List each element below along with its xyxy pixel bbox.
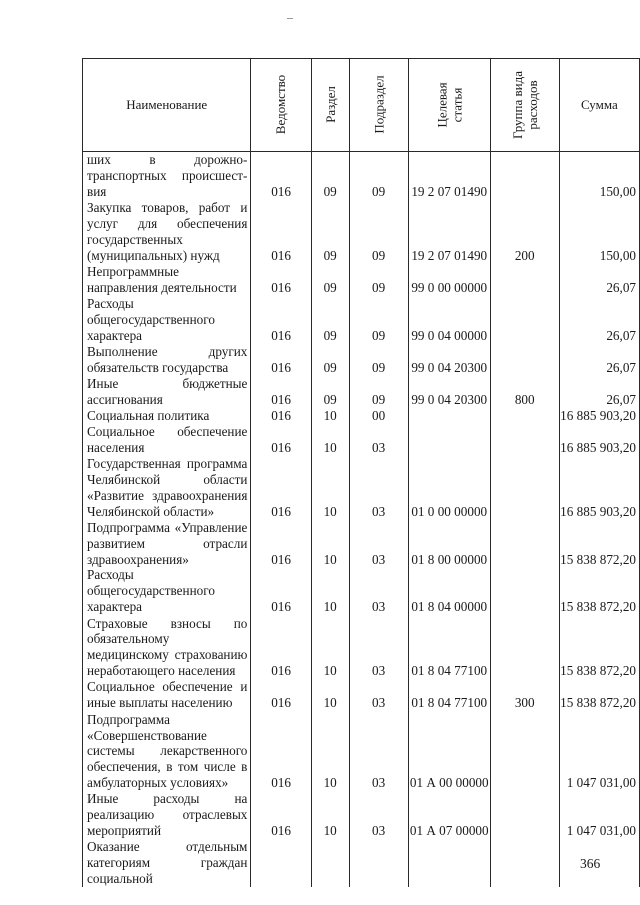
row-amount: 1 047 031,00 [559, 711, 639, 791]
table-row [83, 423, 640, 455]
row-name: Социальная политика [83, 407, 251, 423]
row-department: 016 [251, 200, 311, 264]
row-name: Закупка товаров, работ и услуг для обеспечения государственных (муниципальных) нужд [83, 200, 251, 264]
row-department: 016 [251, 375, 311, 407]
table-row [83, 711, 640, 791]
row-subsection [349, 839, 408, 887]
row-department: 016 [251, 152, 311, 200]
header-section: Раздел [311, 59, 349, 152]
row-amount: 15 838 872,20 [559, 567, 639, 615]
row-section: 10 [311, 567, 349, 615]
table-body [83, 152, 640, 887]
table-row [83, 615, 640, 679]
row-name: Подпрограмма «Управление развитием отрасли здравоохранения» [83, 519, 251, 567]
row-amount: 16 885 903,20 [559, 423, 639, 455]
top-mark [287, 18, 293, 19]
row-expense-type [490, 296, 559, 344]
row-amount: 26,07 [559, 375, 639, 407]
row-section: 09 [311, 200, 349, 264]
row-amount: 15 838 872,20 [559, 519, 639, 567]
table-row [83, 455, 640, 519]
row-section: 09 [311, 264, 349, 296]
row-section: 10 [311, 679, 349, 711]
row-amount: 150,00 [559, 152, 639, 200]
row-expense-type [490, 343, 559, 375]
row-department: 016 [251, 296, 311, 344]
row-name: Выполнение других обязательств государства [83, 343, 251, 375]
row-section: 09 [311, 343, 349, 375]
row-section: 10 [311, 423, 349, 455]
row-name: Иные бюджетные ассигнования [83, 375, 251, 407]
row-subsection: 09 [349, 264, 408, 296]
row-expense-type [490, 455, 559, 519]
row-amount: 16 885 903,20 [559, 407, 639, 423]
table-row [83, 375, 640, 407]
row-name: Страховые взносы по обязательному медицинскому страхованию неработающего населения [83, 615, 251, 679]
header-amount: Сумма [559, 59, 639, 152]
row-department: 016 [251, 343, 311, 375]
row-department: 016 [251, 264, 311, 296]
table-row [83, 519, 640, 567]
row-subsection: 03 [349, 567, 408, 615]
row-department: 016 [251, 519, 311, 567]
row-department: 016 [251, 423, 311, 455]
row-department: 016 [251, 791, 311, 839]
row-target-article: 99 0 04 20300 [408, 343, 490, 375]
row-expense-type [490, 567, 559, 615]
row-name: Социальное обеспечение и иные выплаты населению [83, 679, 251, 711]
row-name: Государственная программа Челябинской области «Развитие здравоохранения Челябинской области» [83, 455, 251, 519]
row-amount: 15 838 872,20 [559, 615, 639, 679]
row-expense-type: 200 [490, 200, 559, 264]
row-section: 10 [311, 407, 349, 423]
row-subsection: 03 [349, 615, 408, 679]
row-section: 09 [311, 375, 349, 407]
row-section: 10 [311, 455, 349, 519]
row-section: 10 [311, 711, 349, 791]
row-name: Иные расходы на реализацию отраслевых мероприятий [83, 791, 251, 839]
row-amount: 1 047 031,00 [559, 791, 639, 839]
row-expense-type [490, 264, 559, 296]
row-amount: 150,00 [559, 200, 639, 264]
row-name: Непрограммные направления деятельности [83, 264, 251, 296]
row-section: 10 [311, 615, 349, 679]
row-target-article: 99 0 04 00000 [408, 296, 490, 344]
row-subsection: 03 [349, 679, 408, 711]
row-subsection: 03 [349, 519, 408, 567]
row-section: 09 [311, 152, 349, 200]
header-subsection: Подраздел [349, 59, 408, 152]
row-subsection: 03 [349, 455, 408, 519]
row-name: Оказание отдельным категориям граждан социальной [83, 839, 251, 887]
row-subsection: 09 [349, 296, 408, 344]
table-row [83, 679, 640, 711]
row-amount: 26,07 [559, 264, 639, 296]
row-target-article [408, 407, 490, 423]
row-subsection: 09 [349, 152, 408, 200]
row-expense-type [490, 791, 559, 839]
row-expense-type: 300 [490, 679, 559, 711]
row-department: 016 [251, 567, 311, 615]
row-section: 10 [311, 519, 349, 567]
header-name: Наименование [83, 59, 251, 152]
row-department: 016 [251, 615, 311, 679]
row-amount: 26,07 [559, 343, 639, 375]
row-subsection: 09 [349, 200, 408, 264]
row-subsection: 00 [349, 407, 408, 423]
row-expense-type [490, 711, 559, 791]
row-department: 016 [251, 711, 311, 791]
row-section: 09 [311, 296, 349, 344]
row-department: 016 [251, 455, 311, 519]
row-target-article: 19 2 07 01490 [408, 152, 490, 200]
budget-table [82, 58, 640, 887]
row-name: Расходы общегосударственного характера [83, 296, 251, 344]
page-number: 366 [580, 856, 601, 871]
row-target-article: 99 0 00 00000 [408, 264, 490, 296]
row-name: Социальное обеспечение населения [83, 423, 251, 455]
row-target-article: 99 0 04 20300 [408, 375, 490, 407]
header-row [83, 59, 640, 152]
row-subsection: 03 [349, 423, 408, 455]
table-row [83, 152, 640, 200]
row-subsection: 03 [349, 791, 408, 839]
header-expense-type: Группа вида расходов [490, 59, 559, 152]
table-row [83, 407, 640, 423]
table-row [83, 567, 640, 615]
row-expense-type [490, 407, 559, 423]
row-subsection: 03 [349, 711, 408, 791]
row-name: Расходы общегосударственного характера [83, 567, 251, 615]
row-target-article: 19 2 07 01490 [408, 200, 490, 264]
row-target-article: 01 8 04 77100 [408, 615, 490, 679]
table-row [83, 264, 640, 296]
header-target-article: Целевая статья [408, 59, 490, 152]
header-department: Ведомство [251, 59, 311, 152]
table-row [83, 839, 640, 887]
row-department: 016 [251, 407, 311, 423]
table-row [83, 791, 640, 839]
row-target-article: 01 8 04 00000 [408, 567, 490, 615]
table-row [83, 296, 640, 344]
row-target-article: 01 А 07 00000 [408, 791, 490, 839]
row-expense-type [490, 423, 559, 455]
row-amount: 26,07 [559, 296, 639, 344]
row-target-article: 01 0 00 00000 [408, 455, 490, 519]
row-target-article: 01 8 00 00000 [408, 519, 490, 567]
row-amount: 15 838 872,20 [559, 679, 639, 711]
row-section: 10 [311, 791, 349, 839]
table-row [83, 343, 640, 375]
row-name: Подпрограмма «Совершенствование системы лекарственного обеспечения, в том числе в амбулаторных условиях» [83, 711, 251, 791]
row-expense-type [490, 519, 559, 567]
row-subsection: 09 [349, 343, 408, 375]
row-expense-type [490, 152, 559, 200]
row-name: ших в дорожно-транспортных происшест-вия [83, 152, 251, 200]
row-target-article: 01 А 00 00000 [408, 711, 490, 791]
row-section [311, 839, 349, 887]
row-expense-type [490, 615, 559, 679]
row-target-article [408, 839, 490, 887]
row-department [251, 839, 311, 887]
row-expense-type [490, 839, 559, 887]
row-department: 016 [251, 679, 311, 711]
row-amount: 16 885 903,20 [559, 455, 639, 519]
row-expense-type: 800 [490, 375, 559, 407]
row-subsection: 09 [349, 375, 408, 407]
row-target-article: 01 8 04 77100 [408, 679, 490, 711]
row-target-article [408, 423, 490, 455]
table-row [83, 200, 640, 264]
